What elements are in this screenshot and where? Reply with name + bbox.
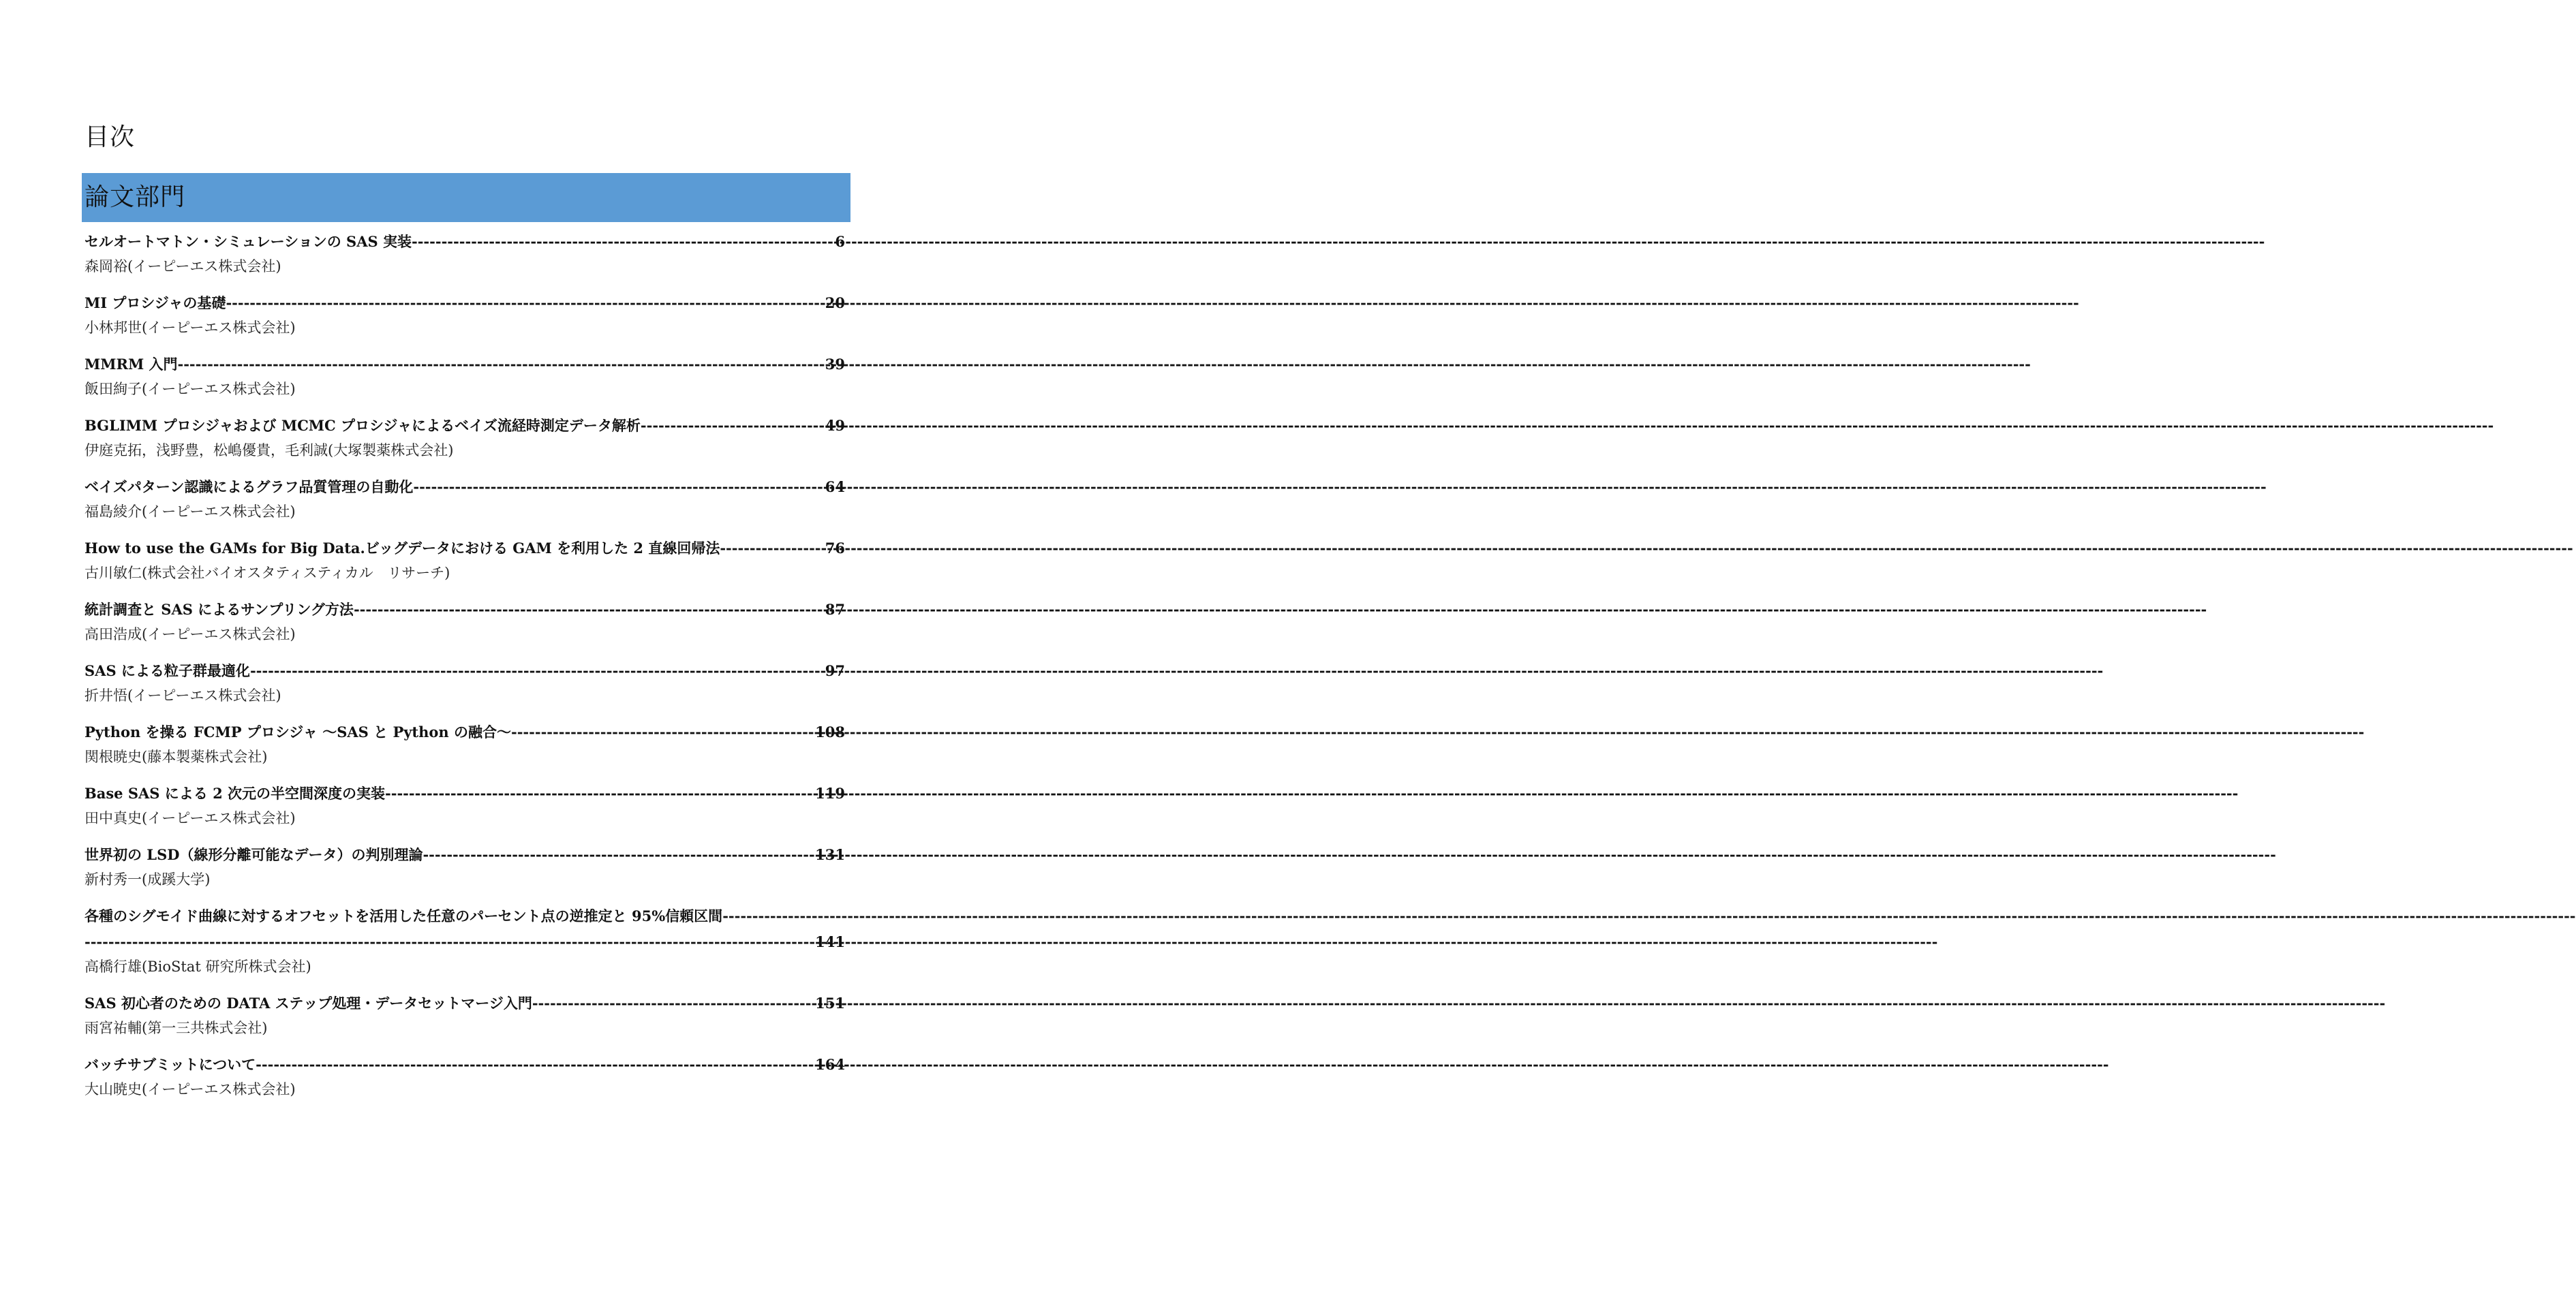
dot-leader — [722, 903, 777, 929]
entry-author: 関根暁史(藤本製薬株式会社) — [85, 749, 268, 765]
entry-title[interactable]: 統計調査と SAS によるサンプリング方法 — [85, 601, 354, 618]
toc-entry[interactable] — [85, 903, 845, 978]
entry-page-number[interactable]: 87 — [825, 601, 845, 618]
dot-leader — [354, 597, 825, 623]
entry-title-line[interactable] — [85, 597, 845, 623]
entry-title[interactable]: Base SAS による 2 次元の半空間深度の実装 — [85, 785, 386, 802]
entry-author: 飯田絢子(イーピーエス株式会社) — [85, 381, 296, 397]
entry-title-line[interactable] — [85, 903, 845, 929]
entry-author: 森岡裕(イーピーエス株式会社) — [85, 258, 281, 275]
toc-entry[interactable] — [85, 842, 845, 891]
entry-author: 伊庭克拓，浅野豊，松嶋優貴，毛利誠(大塚製薬株式会社) — [85, 442, 454, 458]
toc-page — [82, 123, 850, 1113]
entry-title[interactable]: MI プロシジャの基礎 — [85, 294, 226, 311]
entry-author: 折井悟(イーピーエス株式会社) — [85, 687, 281, 704]
entry-author: 小林邦世(イーピーエス株式会社) — [85, 320, 296, 336]
toc-entry[interactable] — [85, 474, 845, 523]
entry-page-number[interactable]: 164 — [815, 1056, 845, 1073]
entry-title-continuation[interactable] — [85, 929, 845, 955]
toc-entry[interactable] — [85, 991, 845, 1040]
entry-page-number[interactable]: 49 — [825, 417, 845, 434]
entry-page-number[interactable]: 76 — [825, 540, 845, 557]
entry-title[interactable]: MMRM 入門 — [85, 356, 178, 373]
entry-page-number[interactable]: 64 — [825, 478, 845, 495]
toc-entry[interactable] — [85, 781, 845, 830]
entry-title-line[interactable] — [85, 842, 845, 868]
entry-author: 高橋行雄(BioStat 研究所株式会社) — [85, 959, 311, 975]
dot-leader — [423, 842, 815, 868]
entry-page-number[interactable]: 131 — [815, 846, 845, 863]
entry-title[interactable]: SAS 初心者のための DATA ステップ処理・データセットマージ入門 — [85, 995, 532, 1012]
entry-title-line[interactable] — [85, 991, 845, 1016]
entry-page-number[interactable]: 119 — [815, 785, 845, 802]
toc-entry[interactable] — [85, 597, 845, 646]
entry-page-number[interactable]: 20 — [825, 294, 845, 311]
entry-page-number[interactable]: 141 — [815, 933, 845, 950]
entry-title[interactable]: バッチサブミットについて — [85, 1056, 256, 1073]
entry-title-line[interactable] — [85, 719, 845, 745]
toc-entry[interactable] — [85, 1052, 845, 1101]
entry-title[interactable]: How to use the GAMs for Big Data.ビッグデータにおける GAM を利用した 2 直線回帰法 — [85, 540, 720, 557]
toc-entry[interactable] — [85, 658, 845, 707]
dot-leader — [256, 1052, 815, 1078]
entry-page-number[interactable]: 97 — [825, 662, 845, 679]
toc-entry[interactable] — [85, 535, 845, 585]
section-title: 論文部門 — [85, 183, 186, 211]
entry-title[interactable]: SAS による粒子群最適化 — [85, 662, 250, 679]
entry-title[interactable]: 各種のシグモイド曲線に対するオフセットを活用した任意のパーセント点の逆推定と 95%信頼区間 — [85, 907, 723, 924]
entry-title-line[interactable] — [85, 474, 845, 500]
section-header-band — [82, 173, 850, 222]
entry-author: 雨宮祐輔(第一三共株式会社) — [85, 1020, 268, 1036]
toc-entries — [82, 229, 850, 1101]
entry-author: 大山暁史(イーピーエス株式会社) — [85, 1081, 296, 1097]
toc-entry[interactable] — [85, 229, 845, 278]
entry-author: 新村秀一(成蹊大学) — [85, 871, 211, 888]
dot-leader — [413, 474, 825, 500]
entry-title-line[interactable] — [85, 781, 845, 807]
entry-title-line[interactable] — [85, 1052, 845, 1078]
toc-entry[interactable] — [85, 719, 845, 768]
dot-leader — [511, 719, 815, 745]
dot-leader — [412, 229, 835, 255]
dot-leader — [178, 352, 825, 377]
toc-entry[interactable] — [85, 413, 845, 462]
entry-author: 福島綾介(イーピーエス株式会社) — [85, 503, 296, 520]
entry-title-line[interactable] — [85, 229, 845, 255]
entry-title[interactable]: ベイズパターン認識によるグラフ品質管理の自動化 — [85, 478, 414, 495]
dot-leader — [385, 781, 815, 807]
dot-leader — [641, 413, 825, 439]
entry-page-number[interactable]: 39 — [825, 356, 845, 373]
entry-author: 古川敏仁(株式会社バイオスタティスティカル リサーチ) — [85, 565, 450, 581]
entry-title[interactable]: 世界初の LSD（線形分離可能なデータ）の判別理論 — [85, 846, 423, 863]
dot-leader — [532, 991, 815, 1016]
dot-leader — [720, 535, 825, 561]
entry-title[interactable]: セルオートマトン・シミュレーションの SAS 実装 — [85, 233, 412, 250]
entry-title-line[interactable] — [85, 535, 845, 561]
entry-title-line[interactable] — [85, 352, 845, 377]
entry-author: 高田浩成(イーピーエス株式会社) — [85, 626, 296, 642]
entry-title-line[interactable] — [85, 413, 845, 439]
entry-title-line[interactable] — [85, 290, 845, 316]
entry-title[interactable]: BGLIMM プロシジャおよび MCMC プロシジャによるベイズ流経時測定データ解析 — [85, 417, 641, 434]
toc-entry[interactable] — [85, 352, 845, 401]
dot-leader — [85, 929, 815, 955]
dot-leader — [226, 290, 825, 316]
dot-leader — [250, 658, 825, 684]
toc-title: 目次 — [85, 123, 136, 151]
entry-page-number[interactable]: 151 — [815, 995, 845, 1012]
toc-entry[interactable] — [85, 290, 845, 339]
entry-page-number[interactable]: 108 — [815, 723, 845, 741]
entry-page-number[interactable]: 6 — [835, 233, 845, 250]
entry-title[interactable]: Python を操る FCMP プロシジャ ～SAS と Python の融合～ — [85, 723, 511, 741]
entry-title-line[interactable] — [85, 658, 845, 684]
entry-author: 田中真史(イーピーエス株式会社) — [85, 810, 296, 826]
